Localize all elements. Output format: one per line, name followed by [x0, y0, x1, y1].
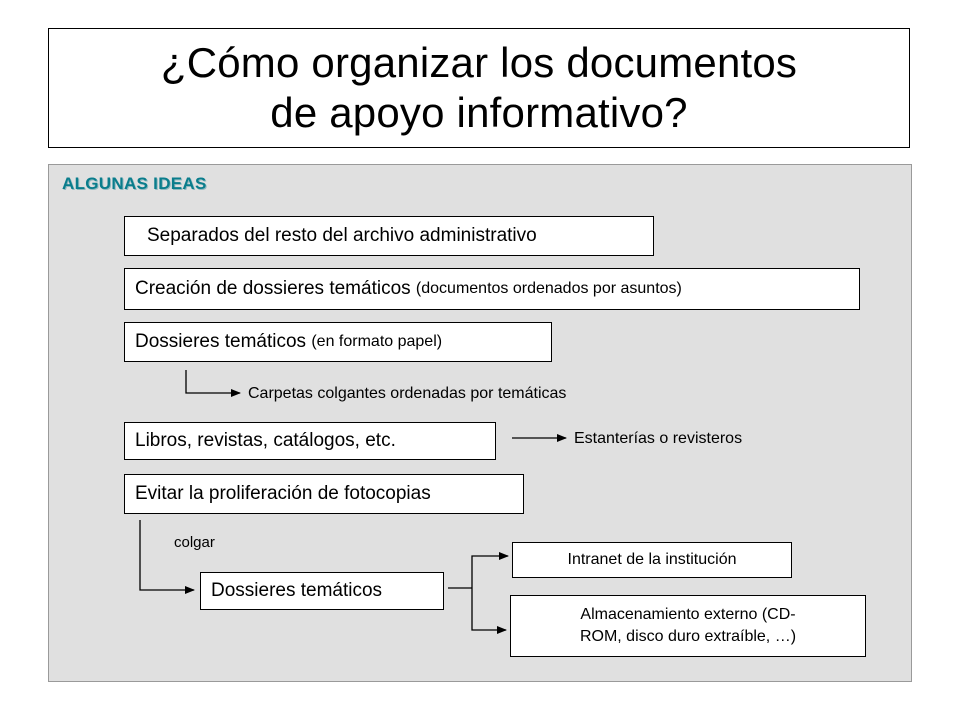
intranet-box	[512, 542, 792, 578]
idea-dossieres-papel-note: (en formato papel)	[311, 333, 443, 350]
idea-evitar-text: Evitar la proliferación de fotocopias	[135, 483, 431, 504]
section-label: ALGUNAS IDEAS	[62, 174, 207, 193]
idea-libros-text: Libros, revistas, catálogos, etc.	[135, 430, 396, 451]
idea-creacion-note: (documentos ordenados por asuntos)	[415, 280, 682, 297]
colgar-label: colgar	[174, 534, 215, 551]
idea-separados-text: Separados del resto del archivo administrativo	[147, 225, 537, 246]
almacenamiento-text: Almacenamiento externo (CD- ROM, disco duro extraíble, …)	[579, 606, 797, 645]
estanterias-label: Estanterías o revisteros	[574, 430, 743, 447]
dossieres-text: Dossieres temáticos	[211, 580, 383, 601]
carpetas-label: Carpetas colgantes ordenadas por temáticas	[248, 385, 567, 402]
idea-dossieres-papel-text: Dossieres temáticos	[135, 331, 307, 352]
idea-dossieres-papel-box	[124, 322, 552, 362]
idea-separados-box	[124, 216, 654, 256]
almacenamiento-box	[510, 595, 866, 657]
slide-title-box	[48, 28, 910, 148]
slide-title: ¿Cómo organizar los documentos de apoyo informativo?	[160, 39, 798, 136]
idea-creacion-box	[124, 268, 860, 310]
dossieres-box	[200, 572, 444, 610]
idea-creacion-text: Creación de dossieres temáticos	[135, 278, 411, 299]
intranet-text: Intranet de la institución	[567, 551, 737, 568]
idea-evitar-box	[124, 474, 524, 514]
idea-libros-box	[124, 422, 496, 460]
